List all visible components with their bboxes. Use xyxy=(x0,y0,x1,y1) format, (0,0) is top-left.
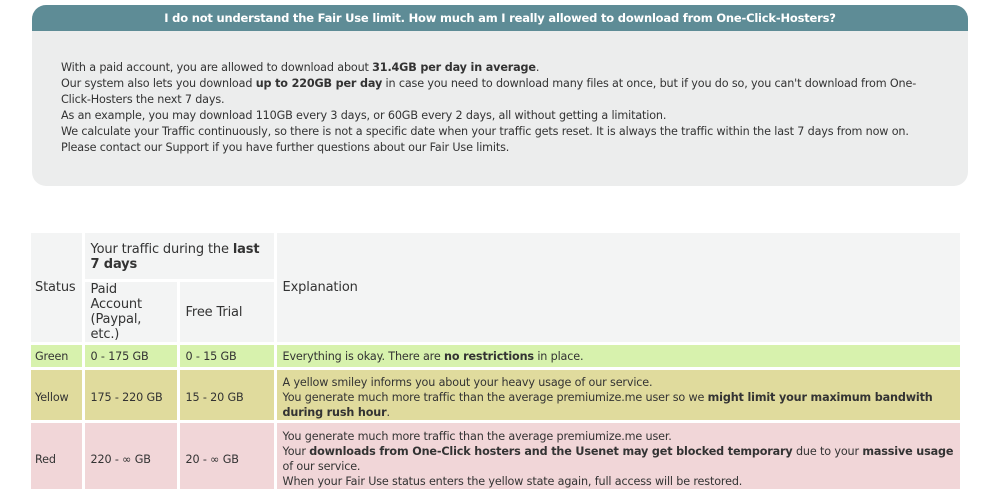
expl-bold: no restrictions xyxy=(444,349,534,363)
answer-text: With a paid account, you are allowed to download about xyxy=(61,61,373,74)
expl-text: of our service. xyxy=(282,460,361,473)
expl-line: You generate much more traffic than the average premiumize.me user. xyxy=(282,430,672,443)
expl-line: When your Fair Use status enters the yellow state again, full access will be restored. xyxy=(282,475,743,488)
free-cell: 0 - 15 GB xyxy=(180,345,274,367)
status-cell: Red xyxy=(31,423,82,489)
explanation-cell xyxy=(277,370,960,420)
expl-text: due to your xyxy=(792,445,863,458)
table-row-green xyxy=(31,345,960,367)
expl-line: A yellow smiley informs you about your heavy usage of our service. xyxy=(282,376,653,389)
expl-text: in place. xyxy=(533,349,584,363)
answer-line-2 xyxy=(61,76,940,108)
header-traffic-bold: last 7 days xyxy=(90,242,260,272)
answer-line-3: As an example, you may download 110GB every 3 days, or 60GB every 2 days, all without getting a limitation. xyxy=(61,109,667,122)
paid-cell: 0 - 175 GB xyxy=(85,345,177,367)
answer-text: . xyxy=(535,61,540,74)
status-cell: Yellow xyxy=(31,370,82,420)
header-explanation: Explanation xyxy=(277,233,960,342)
paid-cell: 220 - ∞ GB xyxy=(85,423,177,489)
paid-cell: 175 - 220 GB xyxy=(85,370,177,420)
expl-text: Everything is okay. There are xyxy=(282,349,445,363)
expl-text: Your xyxy=(282,445,310,458)
header-paid-account: Paid Account (Paypal, etc.) xyxy=(85,282,177,342)
expl-text: You generate much more traffic than the average premiumize.me user so we xyxy=(282,391,708,404)
answer-line-5: Please contact our Support if you have further questions about our Fair Use limits. xyxy=(61,141,510,154)
expl-bold: downloads from One-Click hosters and the Usenet may get blocked temporary xyxy=(309,445,793,458)
faq-answer xyxy=(32,31,968,156)
expl-line xyxy=(283,390,954,420)
answer-bold: 31.4GB per day in average xyxy=(372,61,536,74)
faq-box xyxy=(32,5,968,186)
status-cell: Green xyxy=(31,345,82,367)
answer-text: in case you need to download many files at once, but if you do so, you can't download from One-Click-Hosters the next 7 days. xyxy=(61,77,917,106)
answer-bold: up to 220GB per day xyxy=(255,77,383,90)
free-cell: 15 - 20 GB xyxy=(180,370,274,420)
table-row-red xyxy=(31,423,960,489)
table-row-yellow xyxy=(31,370,960,420)
header-traffic-text: Your traffic during the xyxy=(90,242,233,257)
fair-use-table xyxy=(28,230,963,492)
expl-text: . xyxy=(386,406,390,419)
expl-bold: massive usage xyxy=(862,445,954,458)
expl-line xyxy=(283,444,954,474)
faq-question: I do not understand the Fair Use limit. How much am I really allowed to download from One-Click-Hosters? xyxy=(32,5,968,31)
header-status: Status xyxy=(31,233,82,342)
free-cell: 20 - ∞ GB xyxy=(180,423,274,489)
explanation-cell xyxy=(277,423,960,489)
explanation-cell xyxy=(277,345,960,367)
answer-line-1 xyxy=(61,60,940,76)
header-free-trial: Free Trial xyxy=(180,282,274,342)
header-traffic xyxy=(85,233,274,279)
answer-line-4: We calculate your Traffic continuously, so there is not a specific date when your traffic gets reset. It is always the traffic within the last 7 days from now on. xyxy=(61,125,909,138)
answer-text: Our system also lets you download xyxy=(61,77,256,90)
expl-bold: might limit your maximum bandwith during rush hour xyxy=(282,391,933,419)
